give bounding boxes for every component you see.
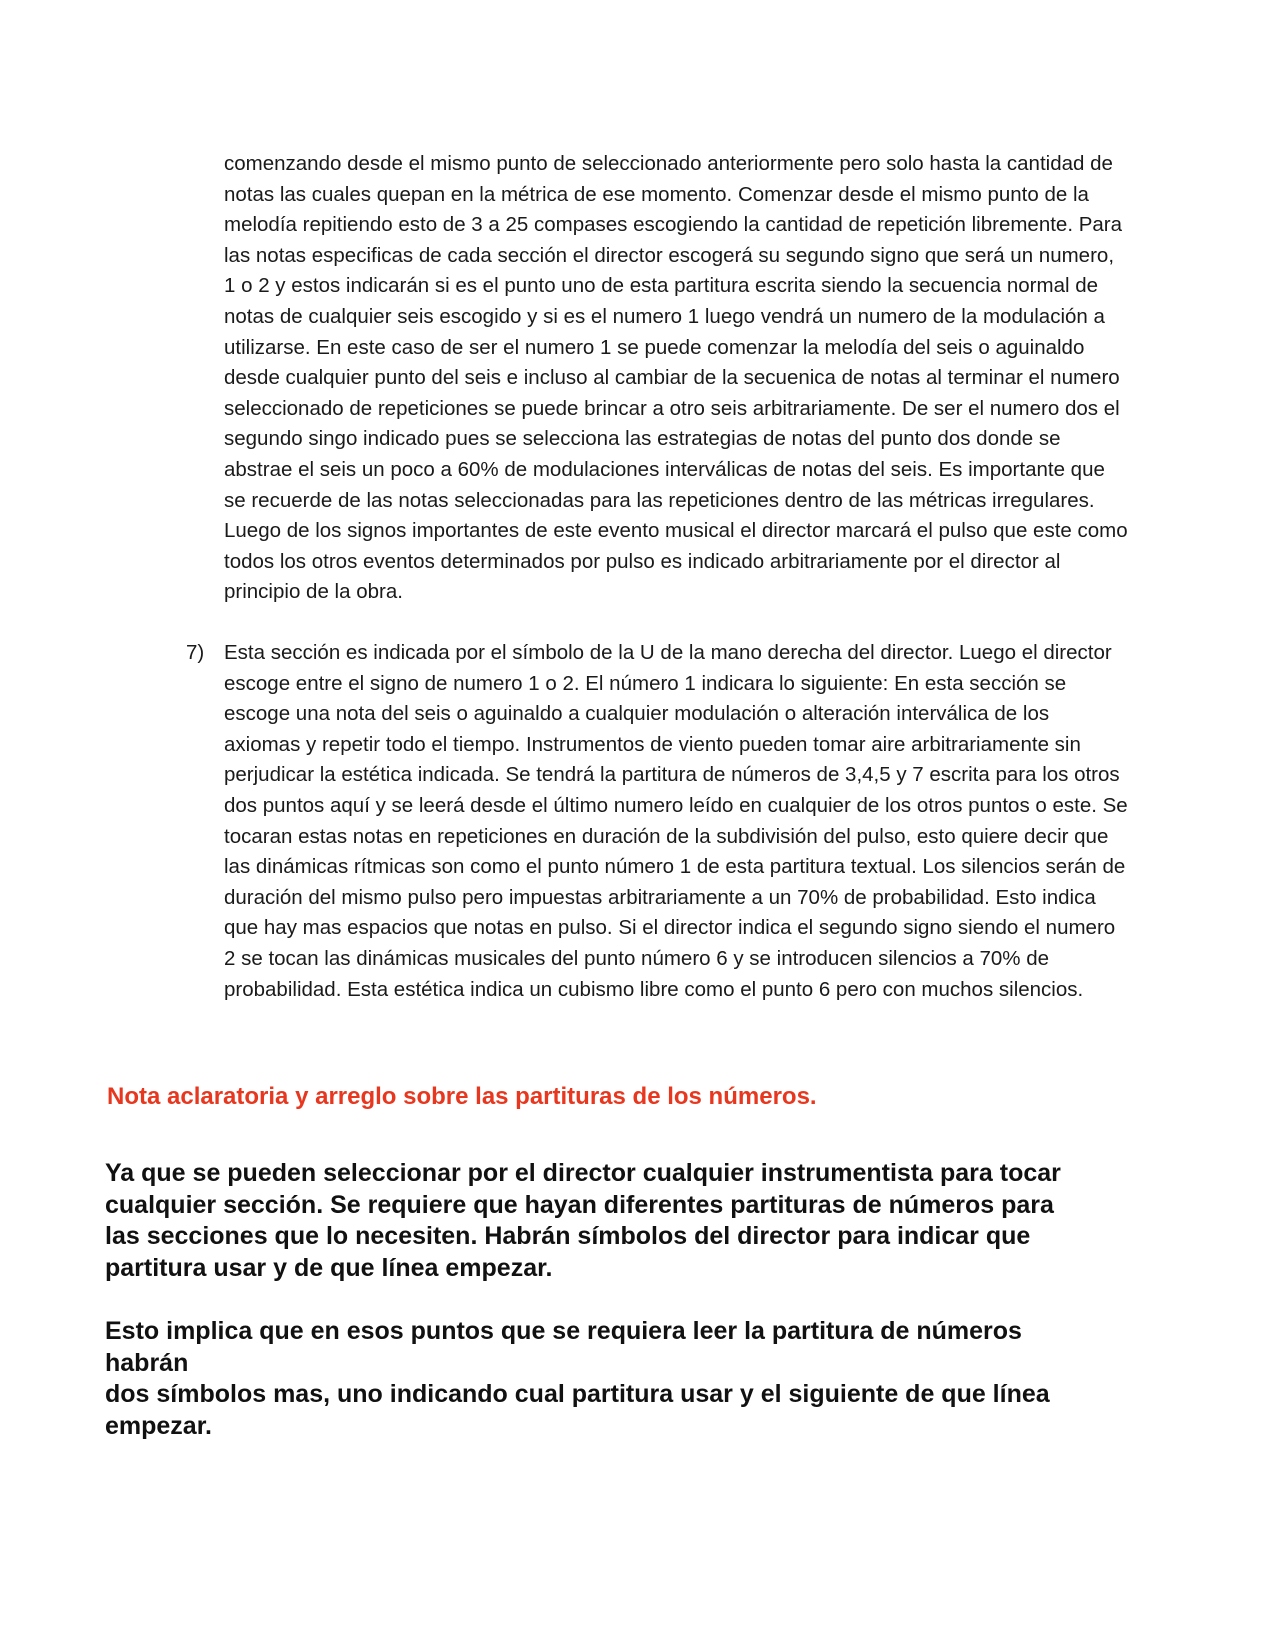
continuation-paragraph: comenzando desde el mismo punto de seleccionado anteriormente pero solo hasta la cantidad de notas las cuales quepan en la métrica de ese momento. Comenzar desde el mismo punto de la melodía repitiendo esto de 3 a 25 compases escogiendo la cantidad de repetición libremente. Para las notas especificas de cada sección el director escogerá su segundo signo que será un numero, 1 o 2 y estos indicarán si es el punto uno de esta partitura escrita siendo la secuencia normal de notas de cualquier seis escogido y si es el numero 1 luego vendrá un numero de la modulación a utilizarse. En este caso de ser el numero 1 se puede comenzar la melodía del seis o aguinaldo desde cualquier punto del seis e incluso al cambiar de la secuenica de notas al terminar el numero seleccionado de repeticiones se puede brincar a otro seis arbitrariamente. De ser el numero dos el segundo singo indicado pues se selecciona las estrategias de notas del punto dos donde se abstrae el seis un poco a 60% de modulaciones interválicas de notas del seis. Es importante que se recuerde de las notas seleccionadas para las repeticiones dentro de las métricas irregulares. Luego de los signos importantes de este evento musical el director marcará el pulso que este como todos los otros eventos determinados por pulso es indicado arbitrariamente por el director al principio de la obra. <box>224 152 1128 604</box>
note-paragraph-2: Esto implica que en esos puntos que se requiera leer la partitura de números habrán dos símbolos mas, uno indicando cual partitura usar y el siguiente de que línea empezar. <box>105 1317 1050 1440</box>
note-title: Nota aclaratoria y arreglo sobre las partituras de los números. <box>107 1083 817 1110</box>
list-item-text: Esta sección es indicada por el símbolo de la U de la mano derecha del director. Luego el director escoge entre el signo de numero 1 o 2. El número 1 indicara lo siguiente: En esta sección se escoge una nota del seis o aguinaldo a cualquier modulación o alteración interválica de los axiomas y repetir todo el tiempo. Instrumentos de viento pueden tomar aire arbitrariamente sin perjudicar la estética indicada. Se tendrá la partitura de números de 3,4,5 y 7 escrita para los otros dos puntos aquí y se leerá desde el último numero leído en cualquier de los otros puntos o este. Se tocaran estas notas en repeticiones en duración de la subdivisión del pulso, esto quiere decir que las dinámicas rítmicas son como el punto número 1 de esta partitura textual. Los silencios serán de duración del mismo pulso pero impuestas arbitrariamente a un 70% de probabilidad. Esto indica que hay mas espacios que notas en pulso. Si el director indica el segundo signo siendo el numero 2 se tocan las dinámicas musicales del punto número 6 y se introducen silencios a 70% de probabilidad. Esta estética indica un cubismo libre como el punto 6 pero con muchos silencios. <box>224 641 1128 1001</box>
list-item-number: 7) <box>186 641 205 664</box>
note-paragraph-1: Ya que se pueden seleccionar por el director cualquier instrumentista para tocar cualquier sección. Se requiere que hayan diferentes partituras de números para las secciones que lo necesiten. Habrán símbolos del director para indicar que partitura usar y de que línea empezar. <box>105 1159 1061 1282</box>
list-item-7 <box>186 638 1129 1005</box>
